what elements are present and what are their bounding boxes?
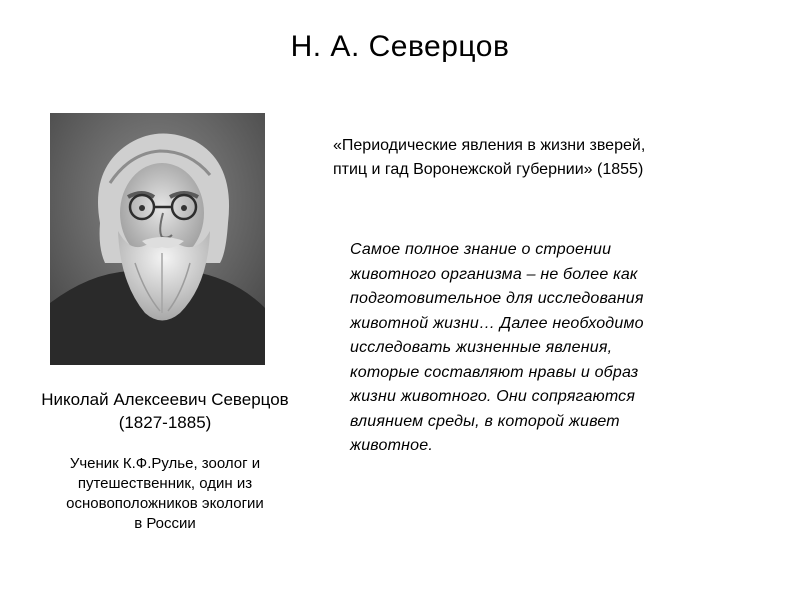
person-name: Николай Алексеевич Северцов [41, 390, 289, 409]
quote-text: Самое полное знание о строении животного организма – не более как подготовительное для исследования животной жизни… Далее необходимо исследовать жизненные явления, которые составляют нравы и образ жизни животного. Они сопрягаются влиянием среды, в которой живет животное. [350, 241, 644, 454]
portrait-image [50, 113, 265, 365]
person-description: Ученик К.Ф.Рулье, зоолог и путешественник, один из основоположников экологии в России [66, 455, 264, 532]
person-years: (1827-1885) [118, 413, 212, 432]
work-title: «Периодические явления в жизни зверей, птиц и гад Воронежской губернии» (1855) [333, 137, 646, 178]
slide-title: Н. А. Северцов [290, 30, 510, 63]
portrait-illustration [50, 113, 265, 365]
person-caption [10, 388, 320, 434]
